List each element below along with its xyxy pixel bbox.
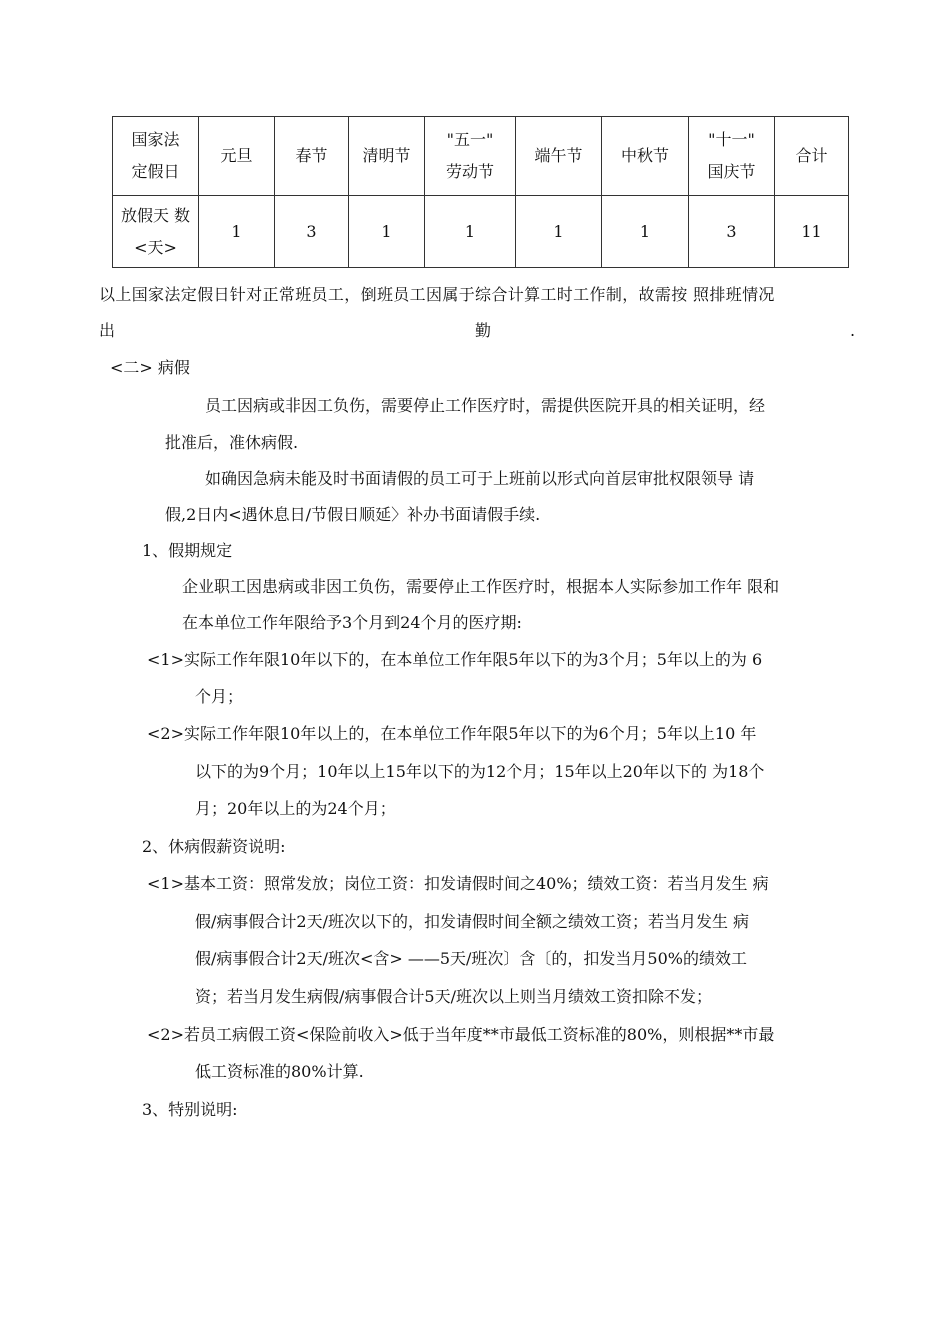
intro-line-2-start: 出 <box>99 321 116 340</box>
paragraph-2-line-1: 如确因急病未能及时书面请假的员工可于上班前以形式向首层审批权限领导 请 <box>205 469 755 488</box>
table-cell: 1 <box>602 196 689 268</box>
table-cell: "五一" 劳动节 <box>425 117 516 196</box>
table-cell: 3 <box>689 196 775 268</box>
paragraph-2-line-2: 假,2日内<遇休息日/节假日顺延〉补办书面请假手续. <box>165 505 541 524</box>
table-cell: 11 <box>775 196 849 268</box>
pay-1-line-2: 假/病事假合计2天/班次以下的，扣发请假时间全额之绩效工资；若当月发生 病 <box>195 912 750 931</box>
heading-sick-pay: 2、休病假薪资说明: <box>142 837 286 856</box>
paragraph-1-line-1: 员工因病或非因工负伤，需要停止工作医疗时，需提供医院开具的相关证明，经 <box>205 396 766 415</box>
rule-3-line-3: 月；20年以上的为24个月； <box>195 799 396 818</box>
rule-2-line-2: 个月； <box>195 687 244 706</box>
table-cell: 端午节 <box>516 117 602 196</box>
intro-line-2-end: . <box>850 321 856 340</box>
table-cell: 合计 <box>775 117 849 196</box>
rule-1-line-1: 企业职工因患病或非因工负伤，需要停止工作医疗时，根据本人实际参加工作年 限和 <box>182 577 780 596</box>
rule-2-line-1: <1>实际工作年限10年以下的，在本单位工作年限5年以下的为3个月；5年以上的为 6 <box>147 650 763 669</box>
pay-2-line-2: 低工资标准的80%计算. <box>195 1062 364 1081</box>
table-cell: 放假天 数 <天> <box>113 196 199 268</box>
table-cell: 1 <box>199 196 275 268</box>
table-days-row <box>113 196 849 268</box>
table-cell: 1 <box>349 196 425 268</box>
table-cell: 1 <box>516 196 602 268</box>
table-header-row <box>113 117 849 196</box>
table-cell: 3 <box>275 196 349 268</box>
heading-special-notes: 3、特别说明: <box>142 1100 238 1119</box>
section-title-sick-leave: <二> 病假 <box>110 358 190 377</box>
rule-3-line-2: 以下的为9个月；10年以上15年以下的为12个月；15年以上20年以下的 为18个 <box>195 762 765 781</box>
table-cell: 中秋节 <box>602 117 689 196</box>
intro-line-2-mid: 勤 <box>475 321 492 340</box>
table-cell: 1 <box>425 196 516 268</box>
intro-line-1: 以上国家法定假日针对正常班员工，倒班员工因属于综合计算工时工作制，故需按 照排班情况 <box>99 285 775 304</box>
rule-1-line-2: 在本单位工作年限给予3个月到24个月的医疗期: <box>182 613 522 632</box>
table-cell: 国家法 定假日 <box>113 117 199 196</box>
table-cell: "十一" 国庆节 <box>689 117 775 196</box>
table-cell: 清明节 <box>349 117 425 196</box>
paragraph-1-line-2: 批准后，准休病假. <box>165 433 299 452</box>
heading-leave-rules: 1、假期规定 <box>142 541 233 560</box>
holiday-table <box>112 116 849 268</box>
table-cell: 元旦 <box>199 117 275 196</box>
pay-1-line-1: <1>基本工资：照常发放；岗位工资：扣发请假时间之40%；绩效工资：若当月发生 病 <box>147 874 769 893</box>
rule-3-line-1: <2>实际工作年限10年以上的，在本单位工作年限5年以下的为6个月；5年以上10 年 <box>147 724 757 743</box>
pay-1-line-4: 资；若当月发生病假/病事假合计5天/班次以上则当月绩效工资扣除不发； <box>195 987 712 1006</box>
pay-2-line-1: <2>若员工病假工资<保险前收入>低于当年度**市最低工资标准的80%，则根据**市最 <box>147 1025 775 1044</box>
table-cell: 春节 <box>275 117 349 196</box>
pay-1-line-3: 假/病事假合计2天/班次<含> ——5天/班次〕含〔的，扣发当月50%的绩效工 <box>195 949 747 968</box>
